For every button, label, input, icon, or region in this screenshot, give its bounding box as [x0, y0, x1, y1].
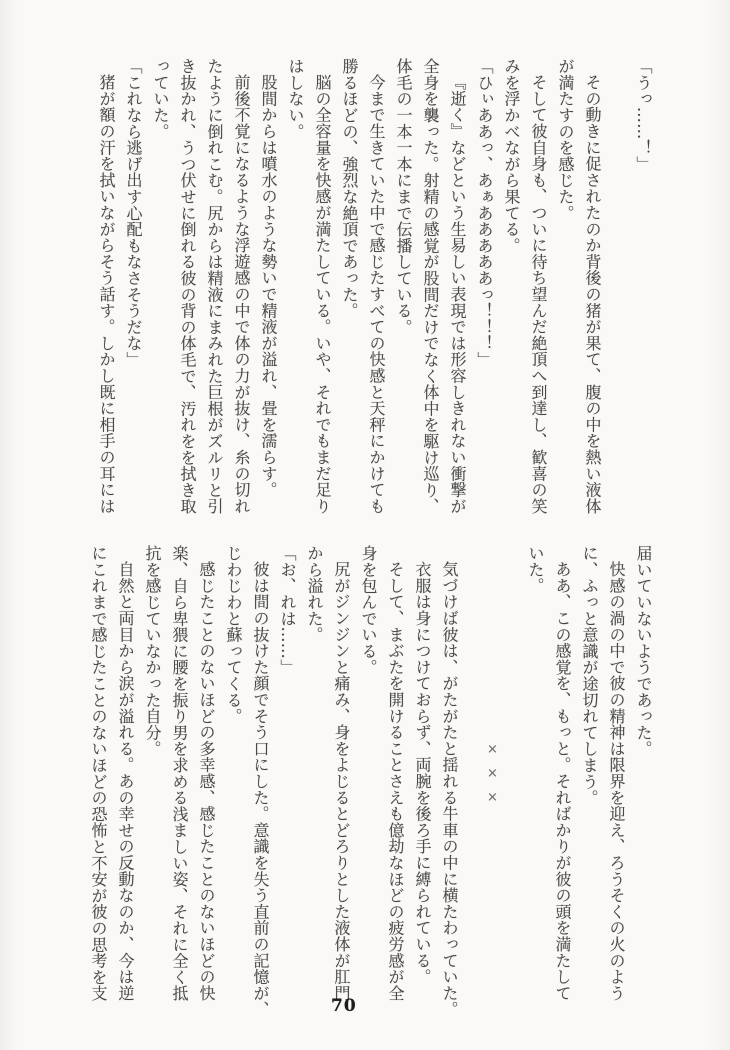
scene-divider: ×××	[485, 741, 500, 814]
page-number: 70	[331, 996, 357, 1016]
text-block-bottom	[85, 545, 657, 1018]
text-column: 彼は間の抜けた顔でそう口にした。意識を失う直前の記憶が、	[251, 561, 270, 1018]
text-column: 「これなら逃げ出す心配もなさそうだな」	[124, 58, 143, 368]
text-column: 尻がジンジンと痛み、身をよじるとどろりとした液体が肛門	[332, 561, 351, 1002]
text-column: じわじわと蘇ってくる。	[224, 545, 243, 725]
text-column: 「ひぃああっ、あぁあああああっ！！！」	[475, 58, 494, 368]
text-column: その動きに促されたのか背後の猪が果て、腹の中を熱い液体	[583, 74, 602, 515]
text-column: 届いていないようであった。	[634, 545, 653, 757]
text-column: 気づけば彼は、がたがたと揺れる牛車の中に横たわっていた。	[440, 561, 459, 1018]
text-column: き抜かれ、うつ伏せに倒れる彼の背の体毛で、汚れをを拭き取	[178, 58, 197, 515]
text-column: 快感の渦の中で彼の精神は限界を迎え、ろうそくの火のよう	[607, 561, 626, 1002]
text-column: みを浮かべながら果てる。	[502, 58, 521, 254]
text-column: 股間からは噴水のような勢いで精液が溢れ、畳を濡らす。	[259, 74, 278, 498]
text-column: 抗を感じていなかった自分。	[143, 545, 162, 757]
text-column: そして、まぶたを開けることさえも億劫なほどの疲労感が全	[386, 561, 405, 1002]
text-column: 前後不覚になるような浮遊感の中で体の力が抜け、糸の切れ	[232, 74, 251, 515]
text-column: 「うっ……！」	[634, 58, 653, 173]
text-column: 感じたことのないほどの多幸感、感じたことのないほどの快	[197, 561, 216, 1002]
text-column: いた。	[526, 545, 545, 594]
text-column: にこれまで感じたことのないほどの恐怖と不安が彼の思考を支	[89, 545, 108, 1002]
text-column: 体毛の一本一本にまで伝播している。	[394, 58, 413, 336]
text-column: 勝るほどの、強烈な絶頂であった。	[340, 58, 359, 319]
text-column: はしない。	[286, 58, 305, 140]
text-column: 脳の全容量を快感が満たしている。いや、それでもまだ足り	[313, 74, 332, 515]
text-column: に、ふっと意識が途切れてしまう。	[580, 545, 599, 806]
text-column: っていた。	[151, 58, 170, 140]
text-column: たように倒れこむ。尻からは精液にまみれた巨根がズルリと引	[205, 58, 224, 515]
text-column: 全身を襲った。射精の感覚が股間だけでなく体中を駆け巡り、	[421, 58, 440, 515]
text-column: ああ、この感覚を、もっと。そればかりが彼の頭を満たして	[553, 561, 572, 1002]
text-column: 「お、れは……」	[278, 545, 297, 676]
text-column: そして彼自身も、ついに待ち望んだ絶頂へ到達し、歓喜の笑	[529, 74, 548, 515]
text-block-top	[93, 58, 657, 520]
text-column: 衣服は身につけておらず、両腕を後ろ手に縛られている。	[413, 561, 432, 985]
text-column: 身を包んでいる。	[359, 545, 378, 676]
text-column: が満たすのを感じた。	[556, 58, 575, 221]
text-column: 『逝く』などという生易しい表現では形容しきれない衝撃が	[448, 74, 467, 515]
text-column: 猪が額の汗を拭いながらそう話す。しかし既に相手の耳には	[97, 74, 116, 515]
text-column: 自然と両目から涙が溢れる。あの幸せの反動なのか、今は逆	[116, 561, 135, 1002]
text-column: 楽、自ら卑猥に腰を振り男を求める浅ましい姿、それに全く抵	[170, 545, 189, 1002]
text-column: 今まで生きていた中で感じたすべての快感と天秤にかけても	[367, 74, 386, 515]
text-column: から溢れた。	[305, 545, 324, 643]
